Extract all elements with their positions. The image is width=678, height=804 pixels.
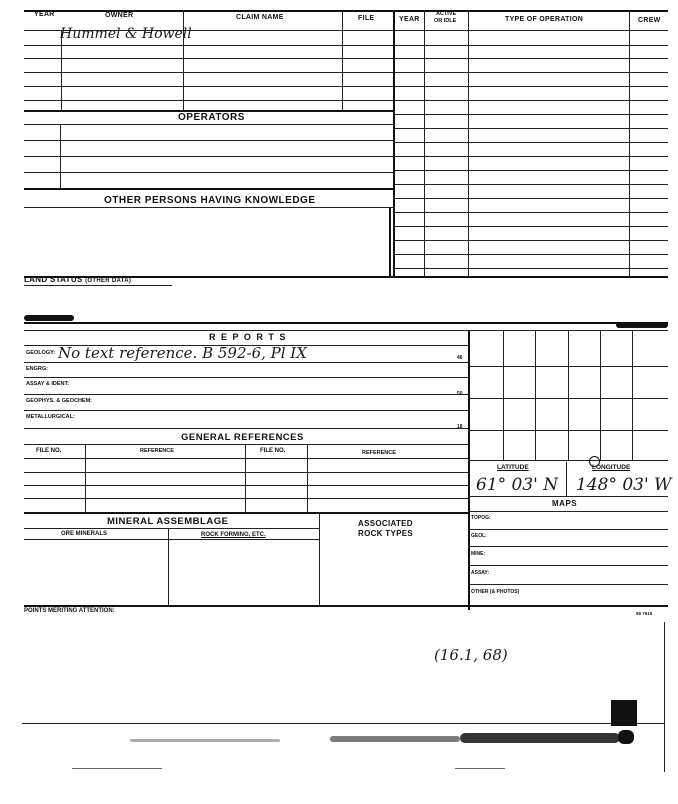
geology-label: GEOLOGY:: [26, 350, 56, 356]
metallurgical-label: METALLURGICAL:: [26, 414, 75, 420]
engrg-line: [24, 377, 468, 378]
grid-col-line: [535, 330, 536, 460]
rock-forming-header: ROCK FORMING, ETC.: [201, 532, 266, 538]
scan-square: [611, 700, 637, 726]
operation-row-line: [394, 114, 668, 115]
assay-label: ASSAY & IDENT:: [26, 381, 70, 387]
operation-row-line: [394, 226, 668, 227]
geophys-label: GEOPHYS. & GEOCHEM:: [26, 398, 93, 404]
claim-name-header: CLAIM NAME: [236, 14, 284, 21]
operation-col-divider: [629, 10, 630, 278]
maps-title: MAPS: [552, 499, 578, 508]
claim-col-divider: [183, 10, 184, 110]
gen-ref-col-divider: [307, 444, 308, 512]
reference-header-1: REFERENCE: [140, 448, 174, 454]
engrg-label: ENGRG:: [26, 366, 48, 372]
operation-row-line: [394, 254, 668, 255]
assay-line: [24, 394, 468, 395]
crew-header: CREW: [638, 17, 661, 24]
maps-row-line: [468, 529, 668, 530]
associated-rock-types-line1: ASSOCIATED: [358, 519, 413, 528]
geology-line: [24, 362, 468, 363]
scan-smudge: [460, 733, 620, 743]
operation-row-line: [394, 100, 668, 101]
operators-title: OPERATORS: [178, 112, 245, 123]
operation-row-line: [394, 198, 668, 199]
land-status-label: [24, 275, 131, 284]
maps-other-label: OTHER (& PHOTOS): [471, 589, 520, 595]
operation-row-line: [394, 240, 668, 241]
operation-row-line: [394, 72, 668, 73]
reports-title: R E P O R T S: [209, 332, 287, 342]
mineral-col-divider: [319, 512, 320, 606]
operation-col-divider: [468, 10, 469, 278]
other-persons-right-border: [389, 207, 391, 277]
grid-row-line: [468, 460, 668, 461]
latlong-divider: [566, 462, 567, 496]
claim-row-line: [24, 72, 394, 73]
longitude-label: LONGITUDE: [592, 464, 631, 471]
form-number: 59 7615: [636, 611, 653, 616]
operators-row-line: [24, 140, 394, 141]
operation-row-line: [394, 212, 668, 213]
maps-assay-label: ASSAY:: [471, 570, 490, 576]
scan-line-faint: [72, 768, 162, 769]
file-header: FILE: [358, 15, 375, 22]
points-top-line: [24, 605, 668, 607]
grid-col-line: [503, 330, 504, 460]
longitude-marker-icon: [589, 456, 600, 467]
claim-row-line: [24, 86, 394, 87]
grid-row-line: [468, 366, 668, 367]
operation-row-line: [394, 156, 668, 157]
gen-ref-col-divider: [85, 444, 86, 512]
claim-row-line: [24, 100, 394, 101]
latitude-value: 61° 03' N: [476, 475, 559, 495]
operation-row-line: [394, 58, 668, 59]
grid-col-line: [600, 330, 601, 460]
maps-underline: [468, 511, 668, 512]
scan-smudge: [130, 739, 280, 742]
land-status-underline: [24, 285, 172, 286]
grid-row-line: [468, 398, 668, 399]
operation-row-line: [394, 184, 668, 185]
gen-ref-header-underline: [24, 458, 468, 459]
file-no-header-1: FILE NO.: [36, 448, 62, 454]
ore-minerals-header: ORE MINERALS: [61, 531, 108, 537]
grid-row-line: [468, 430, 668, 431]
scan-smudge: [618, 730, 634, 744]
operators-underline: [24, 124, 394, 125]
op-year-header: YEAR: [399, 16, 420, 23]
mineral-title-underline: [24, 528, 319, 529]
gen-ref-col-divider: [245, 444, 246, 512]
maps-row-line: [468, 546, 668, 547]
reference-header-2: REFERENCE: [362, 450, 396, 456]
scan-smudge: [330, 736, 460, 742]
active-header-line2: OR IDLE: [434, 18, 457, 24]
points-meriting-attention: POINTS MERITING ATTENTION:: [24, 608, 115, 614]
scan-line: [22, 723, 664, 724]
year-header: YEAR: [34, 11, 55, 18]
reports-right-border: [468, 330, 470, 610]
associated-rock-types-line2: ROCK TYPES: [358, 529, 414, 538]
gen-ref-title-underline: [24, 444, 468, 445]
owner-entry-handwritten: Hummel & Howell: [60, 26, 192, 42]
type-of-operation-header: TYPE OF OPERATION: [505, 16, 584, 23]
operators-row-line: [24, 156, 394, 157]
maps-topog-label: TOPOG:: [471, 515, 491, 521]
operation-row-line: [394, 142, 668, 143]
maps-row-line: [468, 584, 668, 585]
land-status-sub: (OTHER DATA): [85, 278, 132, 284]
reports-top-line-2: [24, 330, 668, 331]
claim-row-line: [24, 45, 394, 46]
operation-left-border: [393, 10, 395, 278]
operators-row-line: [24, 172, 394, 173]
side-number: 50: [457, 391, 463, 397]
general-references-title: GENERAL REFERENCES: [181, 432, 304, 443]
mineral-top-line: [24, 512, 468, 514]
grid-col-line: [632, 330, 633, 460]
maps-geol-label: GEOL:: [471, 533, 487, 539]
reports-top-line: [24, 322, 668, 324]
handwritten-code: (16.1, 68): [434, 646, 508, 664]
geology-handwritten: No text reference. B 592-6, Pl IX: [58, 344, 307, 362]
other-persons-top-line: [24, 188, 394, 190]
gen-ref-row-line: [24, 485, 468, 486]
claim-col-divider: [342, 10, 343, 110]
other-persons-title: OTHER PERSONS HAVING KNOWLEDGE: [104, 195, 316, 206]
grid-col-line: [568, 330, 569, 460]
gen-ref-row-line: [24, 498, 468, 499]
latitude-label: LATITUDE: [497, 464, 529, 471]
file-no-header-2: FILE NO.: [260, 448, 286, 454]
scan-line-faint: [455, 768, 505, 769]
operation-row-line: [394, 86, 668, 87]
maps-mine-label: MINE:: [471, 551, 486, 557]
metallurgical-line: [24, 428, 468, 429]
gen-ref-row-line: [24, 472, 468, 473]
mineral-assemblage-title: MINERAL ASSEMBLAGE: [107, 516, 229, 527]
operation-col-divider: [424, 10, 425, 278]
operation-row-line: [394, 268, 668, 269]
land-status-text: LAND STATUS: [24, 275, 83, 284]
mineral-header-underline: [24, 539, 319, 540]
claim-col-divider: [61, 30, 62, 110]
operation-row-line: [394, 170, 668, 171]
claim-row-line: [24, 58, 394, 59]
latlong-underline: [468, 496, 668, 497]
operation-row-line: [394, 128, 668, 129]
side-number: 18: [457, 424, 463, 430]
scan-edge-right: [664, 622, 665, 772]
active-header-line1: ACTIVE: [436, 11, 457, 17]
maps-row-line: [468, 565, 668, 566]
side-number: 46: [457, 355, 463, 361]
owner-header: OWNER: [105, 12, 134, 19]
operation-row-line: [394, 45, 668, 46]
reports-top-mark-left: [24, 315, 74, 321]
longitude-value: 148° 03' W: [576, 475, 672, 495]
geophys-line: [24, 410, 468, 411]
other-persons-underline: [24, 207, 394, 208]
